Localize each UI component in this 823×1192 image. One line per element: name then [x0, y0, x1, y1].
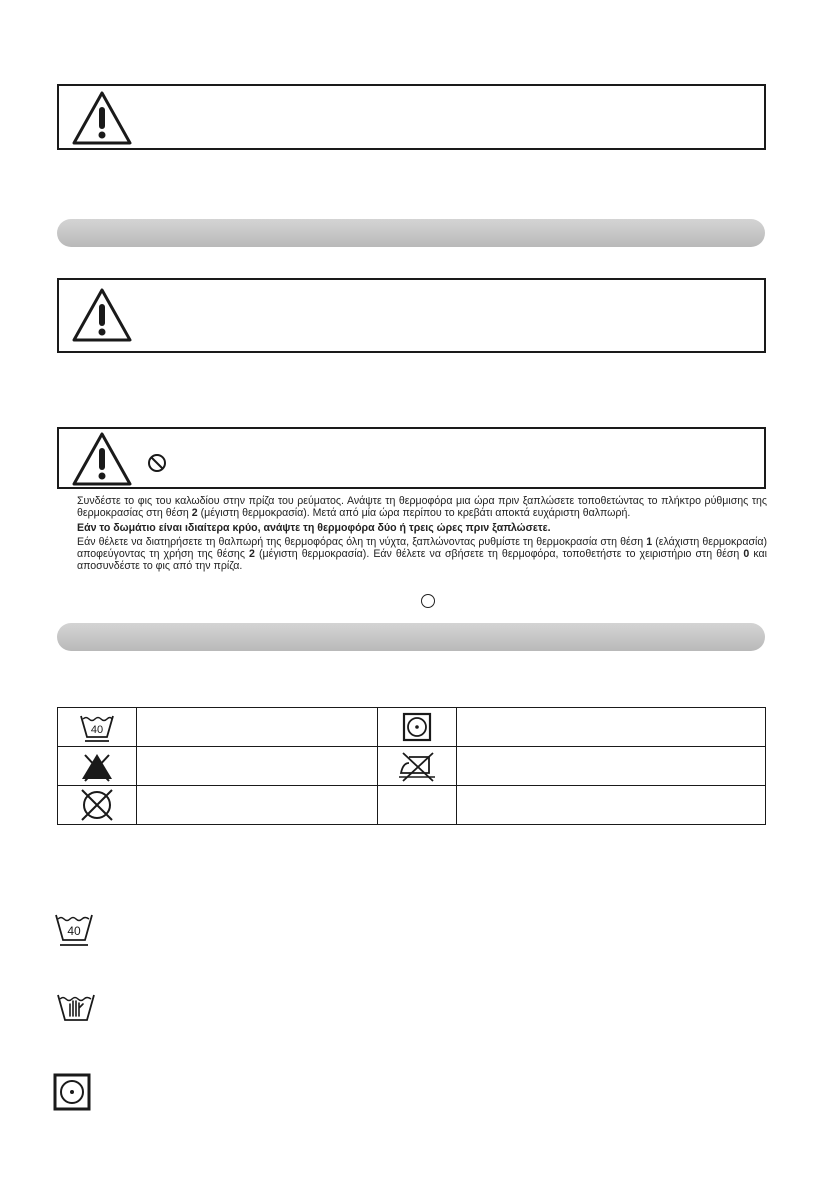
table-cell-icon: [378, 786, 457, 825]
table-cell-text: [137, 747, 378, 786]
no-dry-clean-icon: [77, 787, 117, 823]
warning-box-2: [57, 278, 766, 353]
warning-box-3: [57, 427, 766, 489]
tumble-dry-icon: [402, 712, 432, 742]
warning-triangle-icon: [71, 287, 133, 343]
warning-triangle-icon: [71, 90, 133, 146]
table-cell-text: [457, 786, 766, 825]
table-cell-icon: [378, 747, 457, 786]
svg-text:40: 40: [90, 724, 104, 736]
tumble-dry-icon: [53, 1073, 91, 1111]
instruction-paragraph-1: Συνδέστε το φις του καλωδίου στην πρίζα του ρεύματος. Ανάψτε τη θερμοφόρα μια ώρα πριν ξαπλώσετε τοποθετώντας το πλήκτρο ρύθμισης της θερμοκρασίας στη θέση 2 (μέγιστη θερμοκρασία). Μετά από μία ώρα περίπου το κρεβάτι αποκτά ευχάριστη θαλπωρή.: [77, 495, 767, 520]
section-header-bar-1: [57, 219, 765, 247]
warning-box-1: [57, 84, 766, 150]
table-cell-text: [457, 708, 766, 747]
svg-text:40: 40: [67, 924, 81, 938]
hand-wash-icon: [54, 990, 98, 1024]
table-cell-icon: [58, 786, 137, 825]
table-row: [58, 708, 766, 747]
circle-mark: [421, 594, 435, 608]
table-cell-text: [137, 786, 378, 825]
table-row: [58, 786, 766, 825]
wash-40-icon: [52, 910, 96, 948]
prohibited-icon: [147, 453, 167, 473]
table-cell-icon: [378, 708, 457, 747]
table-cell-text: [457, 747, 766, 786]
table-row: [58, 747, 766, 786]
section-header-bar-2: [57, 623, 765, 651]
warning-triangle-icon: [71, 431, 133, 487]
table-cell-icon: [58, 747, 137, 786]
table-cell-text: [137, 708, 378, 747]
no-ironing-icon: [395, 749, 439, 783]
care-symbols-table: [57, 707, 766, 825]
instruction-paragraph-bold: Εάν το δωμάτιο είναι ιδιαίτερα κρύο, ανάψτε τη θερμοφόρα δύο ή τρεις ώρες πριν ξαπλώσετε.: [77, 522, 551, 534]
table-cell-icon: [58, 708, 137, 747]
no-bleach-icon: [77, 749, 117, 783]
instruction-paragraph-3: Εάν θέλετε να διατηρήσετε τη θαλπωρή της θερμοφόρας όλη τη νύχτα, ξαπλώνοντας ρυθμίστε τη θερμοκρασία στη θέση 1 (ελάχιστη θερμοκρασία) αποφεύγοντας τη χρήση της θέσης 2 (μέγιστη θερμοκρασία). Εάν θέλετε να σβήσετε τη θερμοφόρα, τοποθετήστε το χειριστήριο στη θέση 0 και αποσυνδέστε το φις από την πρίζα.: [77, 536, 767, 573]
wash-40-icon: [77, 710, 117, 744]
